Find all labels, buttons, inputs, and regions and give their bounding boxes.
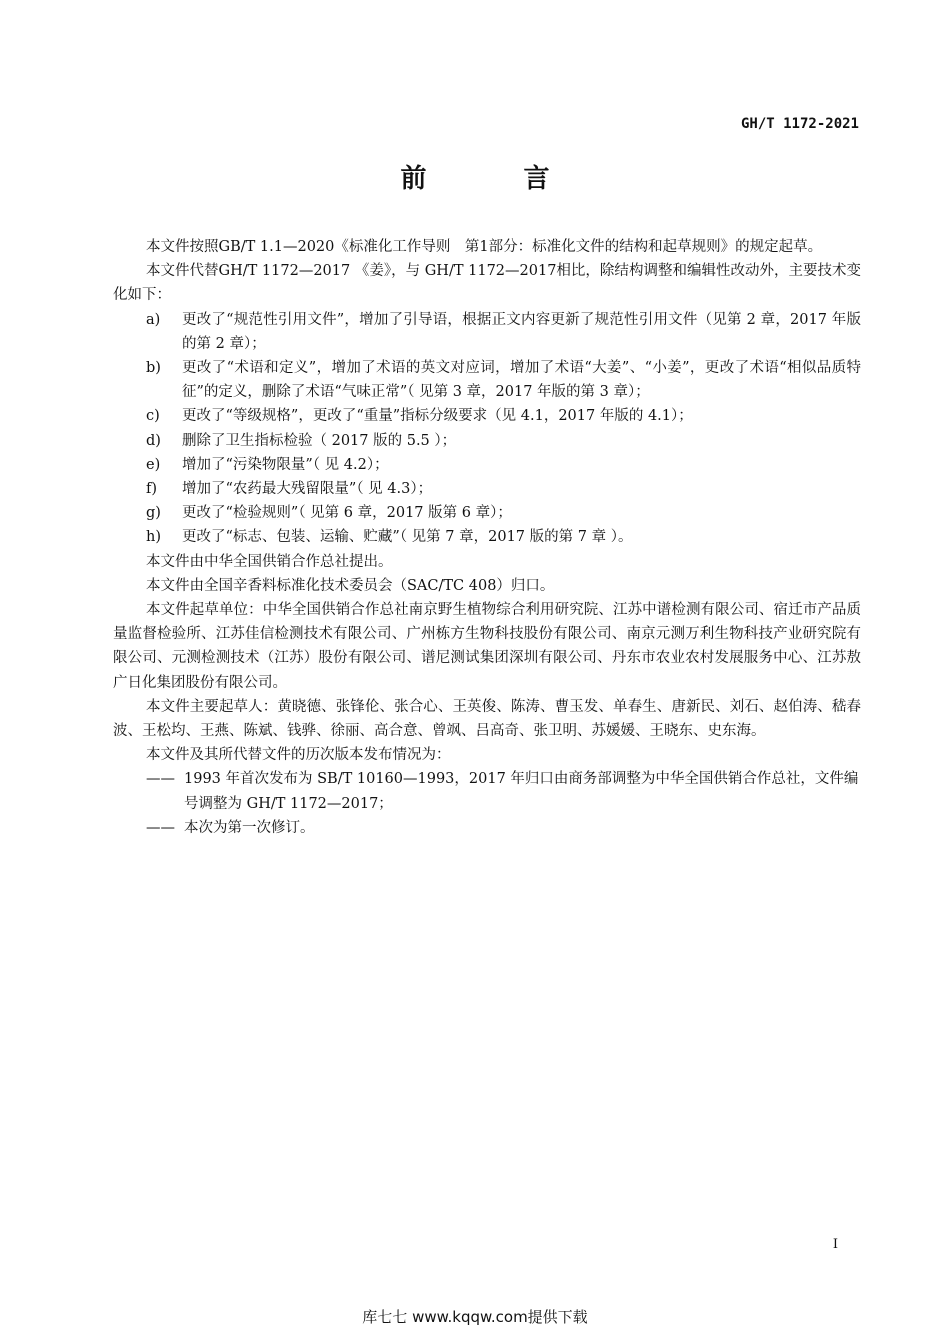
list-item-mark: g) [146,505,161,522]
list-item-mark: f) [146,481,158,498]
list-item-mark: h) [146,529,161,546]
list-item-text: 更改了“等级规格”，更改了“重量”指标分级要求（见 4.1，2017 年版的 4.1）； [182,408,693,425]
list-item-text: 增加了“农药最大残留限量”（ 见 4.3）； [182,481,433,498]
list-item [113,356,861,404]
list-item-text: 更改了“检验规则”（ 见第 6 章，2017 版第 6 章）； [182,505,512,522]
list-item [113,525,861,549]
list-item-mark: d) [146,432,161,449]
list-item-mark: a) [146,311,161,328]
list-item-text: 1993 年首次发布为 SB/T 10160—1993，2017 年归口由商务部调整为中华全国供销合作总社，文件编号调整为 GH/T 1172—2017； [184,771,859,812]
paragraph-committee: 本文件由全国辛香料标准化技术委员会（SAC/TC 408）归口。 [146,577,555,594]
list-item-text: 更改了“标志、包装、运输、贮藏”（ 见第 7 章，2017 版的第 7 章 ）。 [182,529,633,546]
paragraph-drafters: 本文件主要起草人：黄晓德、张锋伦、张合心、王英俊、陈涛、曹玉发、单春生、唐新民、刘石、赵伯涛、嵇春波、王松均、王燕、陈斌、钱骅、徐丽、高合意、曾飒、吕高奇、张卫明、苏媛媛、王晓东、史东海。 [113,698,861,740]
list-item-text: 本次为第一次修订。 [184,819,315,836]
paragraph-proposer: 本文件由中华全国供销合作总社提出。 [146,553,393,570]
standard-code: GH/T 1172-2021 [740,116,859,132]
list-item [113,816,861,840]
paragraph-history-intro: 本文件及其所代替文件的历次版本发布情况为： [146,747,451,764]
list-item [113,453,861,477]
list-item [113,308,861,356]
list-item-mark: e) [146,456,161,473]
document-body [113,235,861,840]
list-item [113,501,861,525]
page-number: I [832,1237,838,1252]
list-item [113,767,861,815]
list-item-text: 更改了“术语和定义”，增加了术语的英文对应词，增加了术语“大姜”、“小姜”，更改了术语“相似品质特征”的定义，删除了术语“气味正常”（ 见第 3 章，2017 年版的第 3 章）； [182,360,861,401]
page-title: 前 言 [400,164,594,194]
history-list [113,767,861,840]
list-item [113,429,861,453]
list-item-text: 更改了“规范性引用文件”，增加了引导语，根据正文内容更新了规范性引用文件（见第 2 章，2017 年版的第 2 章）； [182,311,861,352]
list-item-mark: —— [146,819,175,836]
list-item [113,404,861,428]
list-item-text: 删除了卫生指标检验（ 2017 版的 5.5 ）； [182,432,457,449]
list-item-mark: —— [146,771,175,788]
changes-list [113,308,861,550]
list-item-mark: b) [146,360,161,377]
paragraph-drafting-rules: 本文件按照GB/T 1.1—2020《标准化工作导则 第1部分：标准化文件的结构和起草规则》的规定起草。 [146,239,823,255]
download-watermark: 库七七 www.kqqw.com提供下载 [362,1308,588,1326]
paragraph-drafting-units: 本文件起草单位：中华全国供销合作总社南京野生植物综合利用研究院、江苏中谱检测有限公司、宿迁市产品质量监督检验所、江苏佳信检测技术有限公司、广州栋方生物科技股份有限公司、南京元测万利生物科技产业研究院有限公司、元测检测技术（江苏）股份有限公司、谱尼测试集团深圳有限公司、丹东市农业农村发展服务中心、江苏敖广日化集团股份有限公司。 [113,602,861,691]
list-item-text: 增加了“污染物限量”（ 见 4.2）； [182,456,389,473]
paragraph-replacement: 本文件代替GH/T 1172—2017 《姜》，与 GH/T 1172—2017相比，除结构调整和编辑性改动外，主要技术变化如下： [113,263,861,304]
list-item [113,477,861,501]
list-item-mark: c) [146,408,160,425]
